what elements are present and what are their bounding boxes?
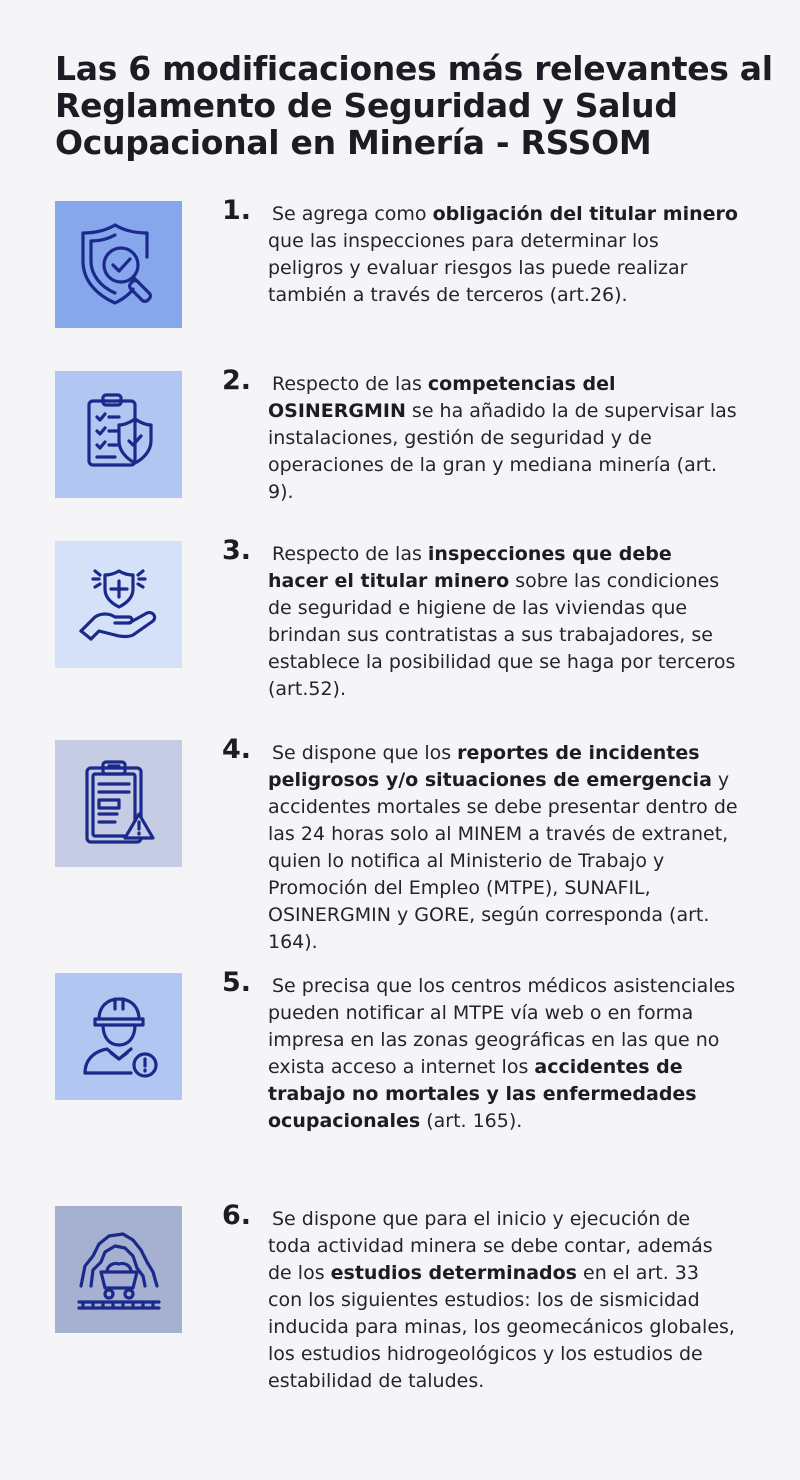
item-text-run: sobre las condiciones de seguridad e higiene de las viviendas que brindan sus contratistas a sus trabajadores, se establece la posibilidad que se haga por terceros (art.52).	[268, 570, 736, 700]
icon-box-1	[55, 201, 182, 328]
item-text	[268, 201, 738, 309]
item-text	[268, 1206, 738, 1395]
icon-box-5	[55, 973, 182, 1100]
item-text-bold: estudios determinados	[330, 1262, 577, 1284]
item-text-run: Se dispone que para el inicio y ejecución de toda actividad minera se debe contar, además de los	[268, 1208, 713, 1284]
item-text-bold: competencias del OSINERGMIN	[268, 373, 616, 422]
item-text-run: que las inspecciones para determinar los peligros y evaluar riesgos las puede realizar también a través de terceros (art.26).	[268, 230, 688, 306]
hand-shield-icon	[71, 557, 167, 653]
mine-cart-icon	[71, 1222, 167, 1318]
item-number: 3.	[222, 535, 252, 566]
shield-check-magnifier-icon	[71, 217, 167, 313]
item-text-bold: accidentes de trabajo no mortales y las enfermedades ocupacionales	[268, 1056, 697, 1132]
page-title: Las 6 modificaciones más relevantes al Reglamento de Seguridad y Salud Ocupacional en Minería - RSSOM	[55, 49, 773, 162]
item-text	[268, 740, 738, 956]
icon-box-6	[55, 1206, 182, 1333]
icon-box-2	[55, 371, 182, 498]
item-text	[268, 541, 738, 703]
worker-alert-icon	[71, 989, 167, 1085]
item-text-bold: inspecciones que debe hacer el titular minero	[268, 543, 672, 592]
item-text-run: Se precisa que los centros médicos asistenciales pueden notificar al MTPE vía web o en forma impresa en las zonas geográficas en las que no exista acceso a internet los	[268, 975, 736, 1078]
item-text	[268, 973, 738, 1135]
item-text-run: Se agrega como	[272, 203, 433, 225]
clipboard-warning-icon	[71, 756, 167, 852]
item-number: 6.	[222, 1200, 252, 1231]
item-text-run: y accidentes mortales se debe presentar dentro de las 24 horas solo al MINEM a través de extranet, quien lo notifica al Ministerio de Trabajo y Promoción del Empleo (MTPE), SUNAFIL, OSINERGMIN y GORE, según corresponda (art. 164).	[268, 769, 738, 953]
item-text-run: (art. 165).	[420, 1110, 523, 1132]
item-number: 2.	[222, 365, 252, 396]
item-text-run: se ha añadido la de supervisar las instalaciones, gestión de seguridad y de operaciones de la gran y mediana minería (art. 9).	[268, 400, 737, 503]
item-number: 1.	[222, 195, 252, 226]
item-text-run: en el art. 33 con los siguientes estudios: los de sismicidad inducida para minas, los geomecánicos globales, los estudios hidrogeológicos y los estudios de estabilidad de taludes.	[268, 1262, 735, 1392]
item-text-bold: reportes de incidentes peligrosos y/o situaciones de emergencia	[268, 742, 712, 791]
icon-box-3	[55, 541, 182, 668]
icon-box-4	[55, 740, 182, 867]
item-text-bold: obligación del titular minero	[432, 203, 738, 225]
item-number: 5.	[222, 967, 252, 998]
item-text-run: Respecto de las	[272, 373, 428, 395]
item-text-run: Respecto de las	[272, 543, 428, 565]
item-text	[268, 371, 738, 506]
item-number: 4.	[222, 734, 252, 765]
clipboard-shield-icon	[71, 387, 167, 483]
item-text-run: Se dispone que los	[272, 742, 458, 764]
